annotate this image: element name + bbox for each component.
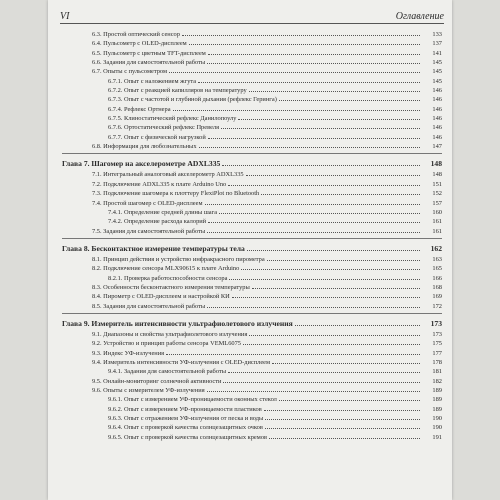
toc-entry-title: 6.7.6. Ортостатический рефлекс Превеля [108,124,220,132]
toc-section [62,376,442,385]
toc-section [62,169,442,178]
toc-subsection [62,132,442,141]
toc-subsection [62,394,442,403]
dot-leader [279,94,420,101]
toc-entry-title: 9.4.1. Задания для самостоятельной работы [108,368,227,376]
toc-page-number: 160 [432,208,442,216]
toc-section [62,385,442,394]
dot-leader [207,301,420,308]
toc-subsection [62,366,442,375]
toc-section [62,282,442,291]
dot-leader [238,113,420,120]
chapter-divider [62,153,442,154]
dot-leader [208,132,420,139]
dot-leader [246,169,420,176]
toc-entry-title: 8.2.1. Проверка работоспособности сенсора [108,274,228,282]
toc-entry-title: Глава 9. Измеритель интенсивности ультрафиолетового излучения [62,318,293,328]
toc-page-number: 152 [432,190,442,198]
dot-leader [189,38,420,45]
toc-subsection [62,404,442,413]
toc-page-number: 177 [432,349,442,357]
toc-page-number: 190 [432,424,442,432]
toc-page-number: 169 [432,293,442,301]
toc-entry-title: 6.7.1. Опыт с наложением жгута [108,77,197,85]
toc-subsection [62,94,442,103]
toc-entry-title: Глава 7. Шагомер на акселерометре ADXL335 [62,159,221,169]
dot-leader [205,198,420,205]
toc-subsection [62,413,442,422]
toc-page-number: 173 [432,330,442,338]
toc-page-number: 190 [432,415,442,423]
toc-entry-title: 9.6. Опыты с измерителем УФ-излучения [92,387,205,394]
toc-page-number: 163 [432,255,442,263]
toc-section [62,48,442,57]
toc-entry-title: 8.5. Задания для самостоятельной работы [92,302,206,310]
dot-leader [241,263,420,270]
toc-page-number: 145 [432,68,442,76]
dot-leader [249,85,420,92]
toc-entry-title: 7.3. Подключение шагомера к плоттеру FlexiPlot по Bluetooth [92,190,260,198]
toc-page-number: 168 [432,283,442,291]
toc-subsection [62,122,442,131]
toc-page-number: 165 [432,265,442,273]
dot-leader [243,338,420,345]
toc-page-number: 145 [432,59,442,67]
chapter-heading [62,318,442,329]
toc-page-number: 172 [432,302,442,310]
dot-leader [173,104,420,111]
toc-entry-title: 6.7. Опыты с пульсометром [92,68,168,76]
toc-entry-title: 7.4.2. Определение расхода калорий [108,218,207,226]
dot-leader [267,254,420,261]
toc-section [62,357,442,366]
toc-subsection [62,422,442,431]
toc-page-number: 148 [430,159,442,169]
dot-leader [279,394,420,401]
toc-subsection [62,85,442,94]
toc-entry-title: 9.6.1. Опыт с измерением УФ-проницаемости оконных стекол [108,396,277,404]
toc-page-number: 146 [432,133,442,141]
toc-entry-title: 9.3. Индекс УФ-излучения [92,349,165,357]
toc-subsection [62,207,442,216]
toc-page-number: 148 [432,171,442,179]
toc-section [62,66,442,75]
toc-subsection [62,76,442,85]
dot-leader [199,141,420,148]
toc-page-number: 181 [432,368,442,376]
dot-leader [249,329,420,336]
toc-entry-title: 6.5. Пульсометр с цветным TFT-дисплеем [92,49,206,57]
toc-page-number: 161 [432,227,442,235]
dot-leader [229,273,420,280]
toc-section [62,38,442,47]
toc-page-number: 141 [432,49,442,57]
dot-leader [166,348,420,355]
dot-leader [169,66,420,73]
header-title: Оглавление [395,11,444,22]
toc-entry-title: 7.2. Подключение ADXL335 к плате Arduino Uno [92,180,227,188]
toc-page-number: 178 [432,358,442,366]
toc-page-number: 162 [430,243,442,253]
toc-entry-title: 6.7.4. Рефлекс Ортнера [108,105,171,113]
dot-leader [219,207,420,214]
dot-leader [182,29,420,36]
toc-section [62,226,442,235]
dot-leader [228,366,420,373]
toc-section [62,198,442,207]
toc-entry-title: 9.2. Устройство и принцип работы сенсора VEML6075 [92,340,241,348]
toc-subsection [62,113,442,122]
toc-entry-title: 6.7.7. Опыт с физической нагрузкой [108,133,206,141]
toc-entry-title: 8.1. Принцип действия и устройство инфракрасного пирометра [92,255,265,263]
toc-page-number: 146 [432,105,442,113]
toc-entry-title: 7.5. Задания для самостоятельной работы [92,227,206,235]
toc-entry-title: 9.1. Диапазоны и свойства ультрафиолетового излучения [92,330,248,338]
chapter-heading [62,243,442,254]
toc-entry-title: 9.6.3. Опыт с отражением УФ-излучения от песка и воды [108,415,264,423]
dot-leader [252,282,420,289]
toc-page-number: 151 [432,180,442,188]
dot-leader [265,413,420,420]
toc-section [62,338,442,347]
toc-entry-title: 7.4. Простой шагомер с OLED-дисплеем [92,199,203,207]
dot-leader [207,57,420,64]
toc-section [62,57,442,66]
toc-page-number: 133 [432,31,442,38]
toc-entry-title: Глава 8. Бесконтактное измерение температуры тела [62,243,245,253]
toc-page-number: 146 [432,87,442,95]
toc-page-number: 145 [432,77,442,85]
toc-section [62,29,442,38]
toc-page-number: 146 [432,115,442,123]
dot-leader [247,244,420,251]
toc-entry-title: 9.5. Онлайн-мониторинг солнечной активности [92,377,222,385]
table-of-contents [62,29,442,441]
toc-entry-title: 8.3. Особенности бесконтактного измерения температуры [92,283,250,291]
toc-page-number: 161 [432,218,442,226]
toc-section [62,263,442,272]
toc-page-number: 189 [432,396,442,404]
dot-leader [221,122,420,129]
toc-subsection [62,432,442,441]
toc-section [62,141,442,150]
book-page [48,0,452,500]
dot-leader [198,76,420,83]
toc-section [62,254,442,263]
toc-section [62,179,442,188]
toc-page-number: 146 [432,124,442,132]
toc-page-number: 189 [432,405,442,413]
toc-page-number: 166 [432,274,442,282]
page-number: VI [60,11,70,22]
toc-page-number: 157 [432,199,442,207]
dot-leader [232,291,420,298]
toc-subsection [62,273,442,282]
toc-section [62,329,442,338]
chapter-divider [62,313,442,314]
dot-leader [228,179,420,186]
toc-entry-title: 6.7.5. Клиностатический рефлекс Данилопоулу [108,115,237,123]
toc-entry-title: 7.4.1. Определение средней длины шага [108,208,218,216]
toc-entry-title: 6.6. Задания для самостоятельной работы [92,59,206,67]
toc-entry-title: 6.3. Простой оптический сенсор [92,31,180,38]
toc-entry-title: 6.4. Пульсометр с OLED-дисплеем [92,40,187,48]
dot-leader [264,404,420,411]
toc-entry-title: 9.6.2. Опыт с измерением УФ-проницаемости пластиков [108,405,262,413]
toc-section [62,188,442,197]
toc-page-number: 191 [432,433,442,441]
dot-leader [207,385,420,392]
dot-leader [265,422,420,429]
toc-entry-title: 9.6.5. Опыт с проверкой качества солнцезащитных кремов [108,433,268,441]
toc-section [62,301,442,310]
toc-entry-title: 8.4. Пирометр с OLED-дисплеем и настройкой КИ [92,293,230,301]
dot-leader [272,357,420,364]
toc-entry-title: 6.7.3. Опыт с частотой и глубиной дыхания (рефлекс Геринга) [108,96,277,104]
toc-page-number: 189 [432,387,442,394]
toc-entry-title: 9.6.4. Опыт с проверкой качества солнцезащитных очков [108,424,263,432]
chapter-divider [62,238,442,239]
toc-section [62,291,442,300]
toc-entry-title: 6.7.2. Опыт с реакцией капилляров на температуру [108,87,247,95]
toc-entry-title: 8.2. Подключение сенсора MLX90615 к плате Arduino [92,265,240,273]
toc-page-number: 182 [432,377,442,385]
dot-leader [222,159,420,166]
dot-leader [269,432,420,439]
toc-page-number: 146 [432,96,442,104]
toc-page-number: 175 [432,340,442,348]
toc-subsection [62,216,442,225]
dot-leader [208,216,420,223]
dot-leader [208,48,420,55]
toc-entry-title: 6.8. Информация для любознательных [92,143,197,151]
toc-entry-title: 9.4. Измеритель интенсивности УФ-излучения с OLED-дисплеем [92,358,271,366]
toc-page-number: 137 [432,40,442,48]
dot-leader [223,376,420,383]
chapter-heading [62,158,442,169]
dot-leader [261,188,420,195]
toc-entry-title: 7.1. Интегральный аналоговый акселерометр ADXL335 [92,171,244,179]
toc-page-number: 147 [432,143,442,151]
dot-leader [295,319,420,326]
toc-section [62,348,442,357]
toc-page-number: 173 [430,318,442,328]
dot-leader [207,226,420,233]
running-header [60,11,444,24]
toc-subsection [62,104,442,113]
